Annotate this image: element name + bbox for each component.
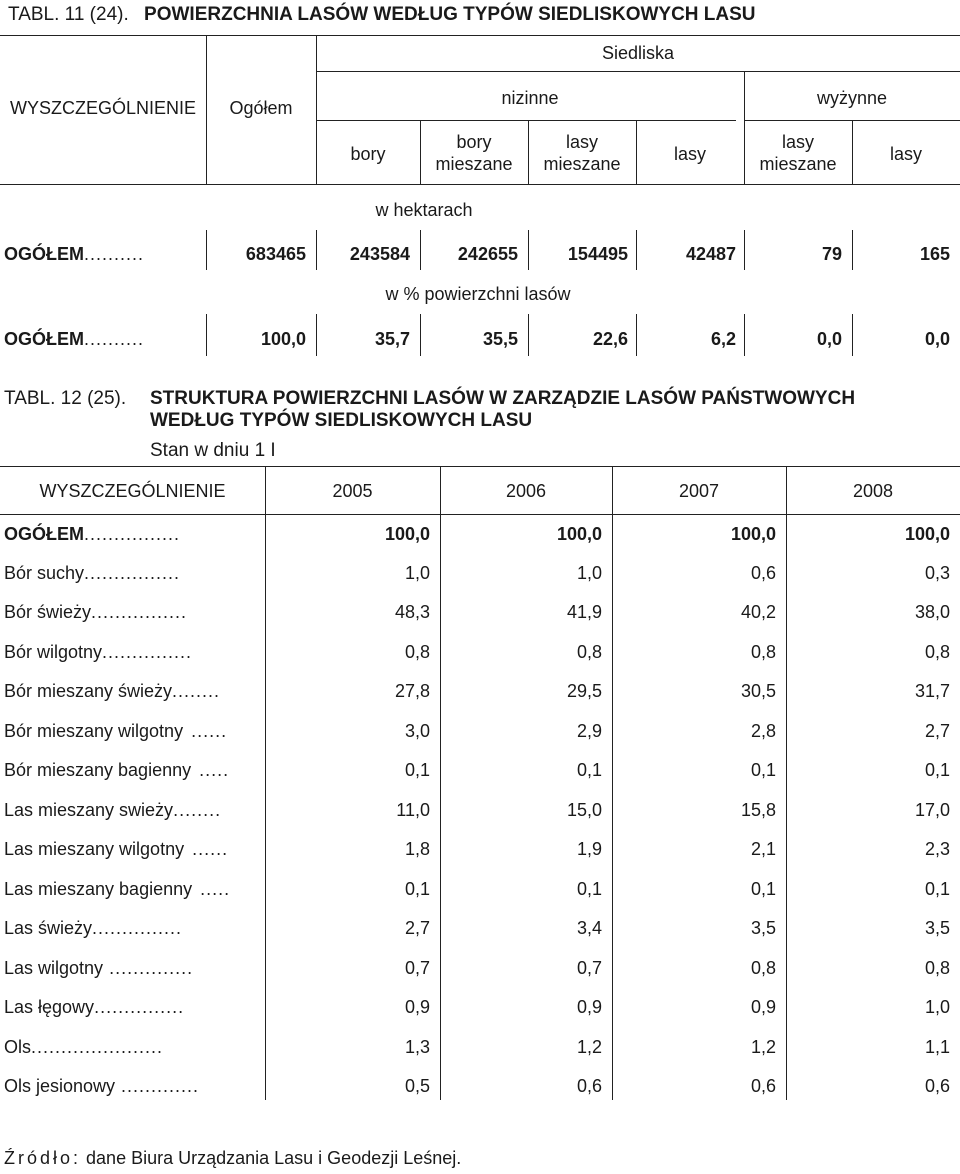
- row-dots: .............: [121, 1076, 200, 1096]
- t1-pct-lasy: 6,2: [710, 329, 736, 349]
- row-label: Ols: [4, 1037, 31, 1057]
- cell-2005: 1,0: [404, 563, 430, 583]
- t2-header-specification: WYSZCZEGÓLNIENIE: [39, 481, 226, 501]
- cell-2007: 0,6: [750, 563, 776, 583]
- table1-number: TABL. 11 (24).: [8, 4, 129, 25]
- cell-2008: 38,0: [914, 602, 950, 622]
- row-label: OGÓŁEM: [4, 524, 84, 544]
- row-dots: ...............: [92, 918, 183, 938]
- cell-2006: 41,9: [566, 602, 602, 622]
- table-row: [4, 563, 180, 584]
- table-row: [4, 524, 180, 545]
- row-label: Las wilgotny: [4, 958, 104, 978]
- cell-2005: 0,5: [404, 1076, 430, 1096]
- row-label: Bór mieszany bagienny: [4, 760, 192, 780]
- t2-header-year-2007: 2007: [678, 481, 720, 501]
- cell-2008: 0,1: [924, 760, 950, 780]
- cell-2007: 0,8: [750, 642, 776, 662]
- cell-2005: 48,3: [394, 602, 430, 622]
- row-label: Las świeży: [4, 918, 93, 938]
- t1-pct-lasy-mieszane: 22,6: [592, 329, 628, 349]
- cell-2007: 30,5: [740, 681, 776, 701]
- t1-row-ha-label: [4, 244, 144, 265]
- table-row: [4, 721, 227, 742]
- row-label: Ols jesionowy: [4, 1076, 116, 1096]
- t1-unit-percent: w % powierzchni lasów: [385, 284, 571, 304]
- t1-pct-total: 100,0: [260, 329, 306, 349]
- t1-header-total: Ogółem: [229, 98, 293, 118]
- cell-2006: 0,9: [576, 997, 602, 1017]
- table1-heading: POWIERZCHNIA LASÓW WEDŁUG TYPÓW SIEDLISKOWYCH LASU: [144, 4, 756, 25]
- table2-number: TABL. 12 (25).: [4, 388, 127, 409]
- cell-2005: 0,9: [404, 997, 430, 1017]
- cell-2006: 0,1: [576, 879, 602, 899]
- cell-2008: 1,0: [924, 997, 950, 1017]
- source-prefix: Źródło:: [4, 1148, 82, 1168]
- t1-ha-lasy: 42487: [685, 244, 736, 264]
- t1-col-bory: bory: [350, 144, 386, 164]
- table2-header-bottom-rule: [0, 514, 960, 515]
- cell-2005: 1,8: [404, 839, 430, 859]
- cell-2005: 0,8: [404, 642, 430, 662]
- t1-row-ha-label-text: OGÓŁEM: [4, 244, 84, 264]
- cell-2007: 2,1: [750, 839, 776, 859]
- cell-2007: 0,1: [750, 879, 776, 899]
- t1-col-bory-mieszane: [420, 131, 528, 175]
- t1-header-lowland: nizinne: [501, 88, 559, 108]
- row-dots: ...............: [102, 642, 193, 662]
- row-dots: .....: [200, 879, 231, 899]
- cell-2008: 0,6: [924, 1076, 950, 1096]
- table1-top-rule: [0, 35, 960, 36]
- t1-ha-upland-lasy: 165: [919, 244, 950, 264]
- t1-row-pct-dots: ..........: [84, 329, 145, 349]
- table-row: [4, 997, 184, 1018]
- row-label: Las mieszany bagienny: [4, 879, 193, 899]
- row-dots: ..............: [109, 958, 194, 978]
- table-row: [4, 958, 193, 979]
- table-row: [4, 1037, 163, 1058]
- cell-2006: 0,1: [576, 760, 602, 780]
- t2-header-year-2006: 2006: [505, 481, 547, 501]
- t1-header-upland: wyżynne: [816, 88, 888, 108]
- t1-ha-lasy-mieszane: 154495: [567, 244, 628, 264]
- cell-2006: 3,4: [576, 918, 602, 938]
- lowland-rule: [316, 120, 736, 121]
- t1-ha-upland-lasy-mieszane: 79: [821, 244, 842, 264]
- cell-2006: 29,5: [566, 681, 602, 701]
- table1-title: [8, 4, 756, 26]
- t1-pct-bory: 35,7: [374, 329, 410, 349]
- t1-header-specification: WYSZCZEGÓLNIENIE: [9, 98, 197, 118]
- cell-2006: 0,6: [576, 1076, 602, 1096]
- cell-2007: 40,2: [740, 602, 776, 622]
- row-dots: ......................: [31, 1037, 164, 1057]
- row-label: Las łęgowy: [4, 997, 95, 1017]
- cell-2005: 2,7: [404, 918, 430, 938]
- table-row: [4, 642, 192, 663]
- cell-2006: 0,7: [576, 958, 602, 978]
- cell-2008: 0,8: [924, 642, 950, 662]
- cell-2007: 15,8: [740, 800, 776, 820]
- table-row: [4, 681, 220, 702]
- row-dots: ................: [91, 602, 188, 622]
- cell-2005: 0,1: [404, 760, 430, 780]
- t1-col-upland-lasy-mieszane: [744, 131, 852, 175]
- cell-2008: 31,7: [914, 681, 950, 701]
- cell-2007: 0,8: [750, 958, 776, 978]
- t1-header-habitats: Siedliska: [601, 43, 675, 63]
- cell-2006: 1,9: [576, 839, 602, 859]
- row-dots: ........: [173, 800, 222, 820]
- t1-col-bory-mieszane-line1: bory: [456, 132, 492, 152]
- cell-2007: 0,6: [750, 1076, 776, 1096]
- cell-2006: 1,2: [576, 1037, 602, 1057]
- cell-2005: 27,8: [394, 681, 430, 701]
- cell-2008: 0,8: [924, 958, 950, 978]
- table-row: [4, 1076, 199, 1097]
- cell-2007: 0,9: [750, 997, 776, 1017]
- row-label: Bór wilgotny: [4, 642, 103, 662]
- cell-2005: 11,0: [396, 800, 430, 820]
- row-label: Las mieszany wilgotny: [4, 839, 185, 859]
- table-row: [4, 839, 228, 860]
- row-label: Bór mieszany świeży: [4, 681, 173, 701]
- cell-2008: 2,3: [924, 839, 950, 859]
- row-dots: ......: [191, 721, 228, 741]
- t2-header-year-2008: 2008: [852, 481, 894, 501]
- t1-ha-total: 683465: [245, 244, 306, 264]
- row-dots: ......: [192, 839, 229, 859]
- cell-2007: 1,2: [750, 1037, 776, 1057]
- table1-header-bottom-rule: [0, 184, 960, 185]
- t2-header-year-2005: 2005: [332, 481, 373, 501]
- row-dots: .....: [199, 760, 230, 780]
- source-note: [4, 1148, 461, 1169]
- t1-pct-bory-mieszane: 35,5: [482, 329, 518, 349]
- table2-title: [150, 388, 855, 432]
- row-label: Bór mieszany wilgotny: [4, 721, 184, 741]
- cell-2006: 2,9: [576, 721, 602, 741]
- t1-unit-hectares: w hektarach: [375, 200, 473, 220]
- row-dots: ........: [172, 681, 221, 701]
- t1-col-lasy: lasy: [673, 144, 706, 164]
- cell-2008: 0,1: [924, 879, 950, 899]
- row-dots: ................: [84, 524, 181, 544]
- table-row: [4, 918, 182, 939]
- row-dots: ................: [84, 563, 181, 583]
- table2-top-rule: [0, 466, 960, 467]
- cell-2007: 2,8: [750, 721, 776, 741]
- t1-pct-upland-lasy-mieszane: 0,0: [816, 329, 842, 349]
- t1-ha-bory: 243584: [349, 244, 410, 264]
- t1-pct-upland-lasy: 0,0: [924, 329, 950, 349]
- cell-2005: 0,1: [404, 879, 430, 899]
- cell-2008: 0,3: [924, 563, 950, 583]
- t1-col-upland-lasy-mieszane-line1: lasy: [781, 132, 814, 152]
- cell-2005: 100,0: [384, 524, 430, 544]
- table-row: [4, 879, 230, 900]
- row-label: Bór świeży: [4, 602, 92, 622]
- table2-title-line1: STRUKTURA POWIERZCHNI LASÓW W ZARZĄDZIE LASÓW PAŃSTWOWYCH: [150, 388, 856, 409]
- table-row: [4, 602, 187, 623]
- t1-ha-bory-mieszane: 242655: [457, 244, 518, 264]
- cell-2007: 0,1: [750, 760, 776, 780]
- source-text: dane Biura Urządzania Lasu i Geodezji Leśnej.: [81, 1148, 462, 1168]
- table2-title-line2: WEDŁUG TYPÓW SIEDLISKOWYCH LASU: [150, 410, 533, 431]
- t1-row-pct-label-text: OGÓŁEM: [4, 329, 84, 349]
- t1-col-upland-lasy: lasy: [889, 144, 922, 164]
- cell-2007: 100,0: [730, 524, 776, 544]
- table-row: [4, 760, 229, 781]
- cell-2008: 17,0: [914, 800, 950, 820]
- cell-2006: 100,0: [556, 524, 602, 544]
- cell-2006: 0,8: [576, 642, 602, 662]
- habitats-rule: [316, 71, 960, 72]
- cell-2008: 1,1: [924, 1037, 950, 1057]
- t1-col-lasy-mieszane-line1: lasy: [565, 132, 598, 152]
- row-dots: ...............: [94, 997, 185, 1017]
- cell-2008: 3,5: [924, 918, 950, 938]
- cell-2008: 100,0: [904, 524, 950, 544]
- cell-2007: 3,5: [750, 918, 776, 938]
- cell-2005: 0,7: [404, 958, 430, 978]
- t1-col-lasy-mieszane-line2: mieszane: [543, 154, 621, 174]
- t1-col-bory-mieszane-line2: mieszane: [435, 154, 513, 174]
- row-label: Bór suchy: [4, 563, 85, 583]
- cell-2006: 1,0: [576, 563, 602, 583]
- cell-2005: 1,3: [404, 1037, 430, 1057]
- row-label: Las mieszany swieży: [4, 800, 174, 820]
- cell-2006: 15,0: [566, 800, 602, 820]
- table2-subtitle: Stan w dniu 1 I: [150, 440, 276, 461]
- t1-row-ha-dots: ..........: [84, 244, 145, 264]
- t1-col-upland-lasy-mieszane-line2: mieszane: [759, 154, 837, 174]
- table-row: [4, 800, 221, 821]
- t1-col-lasy-mieszane: [528, 131, 636, 175]
- t1-row-pct-label: [4, 329, 144, 350]
- cell-2005: 3,0: [404, 721, 430, 741]
- cell-2008: 2,7: [924, 721, 950, 741]
